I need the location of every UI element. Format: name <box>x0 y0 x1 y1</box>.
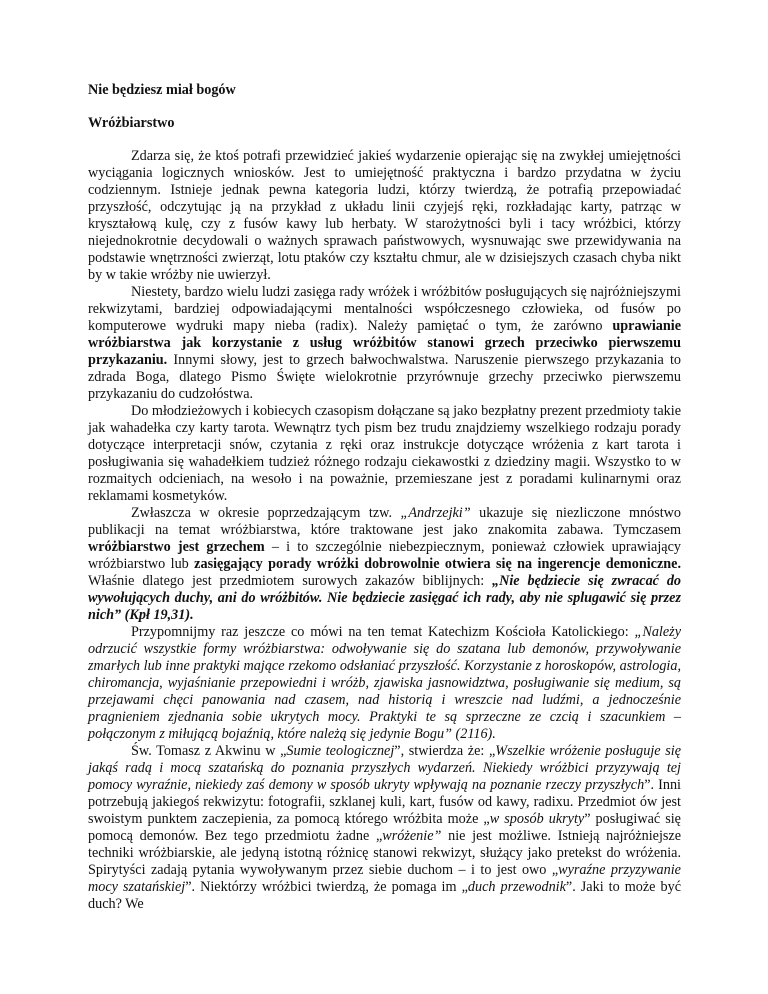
text-run: Zwłaszcza w okresie poprzedzającym tzw. <box>131 505 401 521</box>
text-run: – i to szczególnie niebezpiecznym, ponieważ człowiek uprawiający wróżbiarstwo lub <box>88 539 681 572</box>
text-run: duch przewodnik <box>467 879 566 895</box>
text-run: ukazuje się niezliczone mnóstwo publikacji na temat wróżbiarstwa, które traktowane jest jako znakomita zabawa. Tymczasem <box>88 505 682 538</box>
paragraph <box>88 284 681 403</box>
text-run: Wszelkie wróżenie posługuje się jakąś radą i mocą szatańską do poznania przyszłych wydarzeń. Niekiedy wróżbici przyzywają tej pomocy wyraźnie, niekiedy zaś demony w sposób ukryty wpływają na poznanie rzeczy przyszłych <box>88 743 681 793</box>
text-run: w sposób ukryty <box>489 811 585 827</box>
text-run: Niestety, bardzo wielu ludzi zasięga rady wróżek i wróżbitów posługujących się najróżniejszymi rekwizytami, bardziej odpowiadającymi mentalności współczesnego człowieka, od fusów po komputerowe wydruki mapy nieba (radix). Należy pamiętać o tym, że zarówno <box>88 284 681 334</box>
text-run: Św. Tomasz z Akwinu w „ <box>131 743 287 759</box>
text-run: Właśnie dlatego jest przedmiotem surowych zakazów biblijnych: <box>88 573 493 589</box>
text-run: zasięgający porady wróżki dobrowolnie otwiera się na ingerencje demoniczne. <box>194 556 681 572</box>
paragraph <box>88 148 681 284</box>
text-run: ”. Niektórzy wróżbici twierdzą, że pomaga im „ <box>185 879 468 895</box>
text-run: ”. Inni potrzebują jakiegoś rekwizytu: fotografii, szklanej kuli, kart, fusów od kawy, radixu. Przedmiot ów jest swoistym punktem zaczepienia, za pomocą którego wróżbita może „ <box>88 777 681 827</box>
document-page <box>88 82 681 913</box>
document-title: Nie będziesz miał bogów <box>88 82 236 98</box>
text-run: wyraźne przyzywanie mocy szatańskiej <box>88 862 681 895</box>
text-run: „Należy odrzucić wszystkie formy wróżbiarstwa: odwoływanie się do szatana lub demonów, przywoływanie zmarłych lub inne praktyki mające rzekomo odsłaniać przyszłość. Korzystanie z horoskopów, astrologia, chiromancja, wyjaśnianie przepowiedni i wróżb, zjawiska jasnowidztwa, posługiwanie się medium, są przejawami chęci panowania nad czasem, nad historią i wreszcie nad ludźmi, a jednocześnie pragnieniem zjednania sobie ukrytych mocy. Praktyki te są sprzeczne ze czcią i szacunkiem – połączonym z miłującą bojaźnią, które należą się jedynie Bogu” (2116). <box>88 624 681 742</box>
text-run: ” posługiwać się pomocą demonów. Bez tego przedmiotu żadne „ <box>88 811 681 844</box>
text-run: wróżbiarstwo jest grzechem <box>88 539 265 555</box>
text-run: Sumie teologicznej <box>286 743 395 759</box>
text-run: Przypomnijmy raz jeszcze co mówi na ten temat Katechizm Kościoła Katolickiego: <box>131 624 635 640</box>
text-run: Zdarza się, że ktoś potrafi przewidzieć jakieś wydarzenie opierając się na zwykłej umiejętności wyciągania logicznych wniosków. Jest to umiejętność praktyczna i bardzo przydatna w życiu codziennym. Istnieje jednak pewna kategoria ludzi, którzy twierdzą, że potrafią przepowiadać przyszłość, odczytując ją na przykład z układu linii czyjejś ręki, rozkładając karty, patrząc w kryształową kulę, czy z fusów kawy lub herbaty. W starożytności byli i tacy wróżbici, którzy niejednokrotnie decydowali o ważnych sprawach państwowych, wysnuwając swe przewidywania na podstawie wnętrzności zwierząt, lotu ptaków czy kształtu chmur, ale w dzisiejszych czasach chyba nikt by w takie wróżby nie uwierzył. <box>88 148 681 283</box>
text-run: „Andrzejki” <box>400 505 471 521</box>
text-run: ”. Jaki to może być duch? We <box>88 879 681 912</box>
text-run: Do młodzieżowych i kobiecych czasopism dołączane są jako bezpłatny prezent przedmioty takie jak wahadełka czy karty tarota. Wewnątrz tych pism bez trudu znajdziemy wszelkiego rodzaju porady dotyczące interpretacji snów, czytania z ręki oraz instrukcje dotyczące wróżenia z kart tarota i posługiwania się wahadełkiem tudzież różnego rodzaju ciekawostki z dziedziny magii. Wszystko to w rozmaitych odcieniach, na wesoło i na poważnie, przemieszane jest z poradami kulinarnymi oraz reklamami kosmetyków. <box>88 403 681 504</box>
paragraph <box>88 505 681 624</box>
paragraph <box>88 403 681 505</box>
paragraph <box>88 624 681 743</box>
section-heading: Wróżbiarstwo <box>88 115 175 131</box>
text-run: Innymi słowy, jest to grzech bałwochwalstwa. Naruszenie pierwszego przykazania to zdrada Boga, dlatego Pismo Święte wielokrotnie przyrównuje grzechy przeciwko pierwszemu przykazaniu do cudzołóstwa. <box>88 352 681 402</box>
text-run: wróżenie” <box>382 828 442 844</box>
text-run: „Nie będziecie się zwracać do wywołujących duchy, ani do wróżbitów. Nie będziecie zasięgać ich rady, aby nie splugawić się przez nich” (Kpł 19,31). <box>88 573 682 623</box>
document-body <box>88 148 681 913</box>
text-run: uprawianie wróżbiarstwa jak korzystanie z usług wróżbitów stanowi grzech przeciwko pierwszemu przykazaniu. <box>88 318 681 368</box>
text-run: nie jest możliwe. Istnieją najróżniejsze techniki wróżbiarskie, ale jedyną istotną różnicę stanowi rekwizyt, służący jako pretekst do wróżenia. Spirytyści zadają pytania wywoływanym przez siebie duchom – i to jest owo „ <box>88 828 682 878</box>
text-run: ”, stwierdza że: „ <box>394 743 496 759</box>
paragraph <box>88 743 681 913</box>
